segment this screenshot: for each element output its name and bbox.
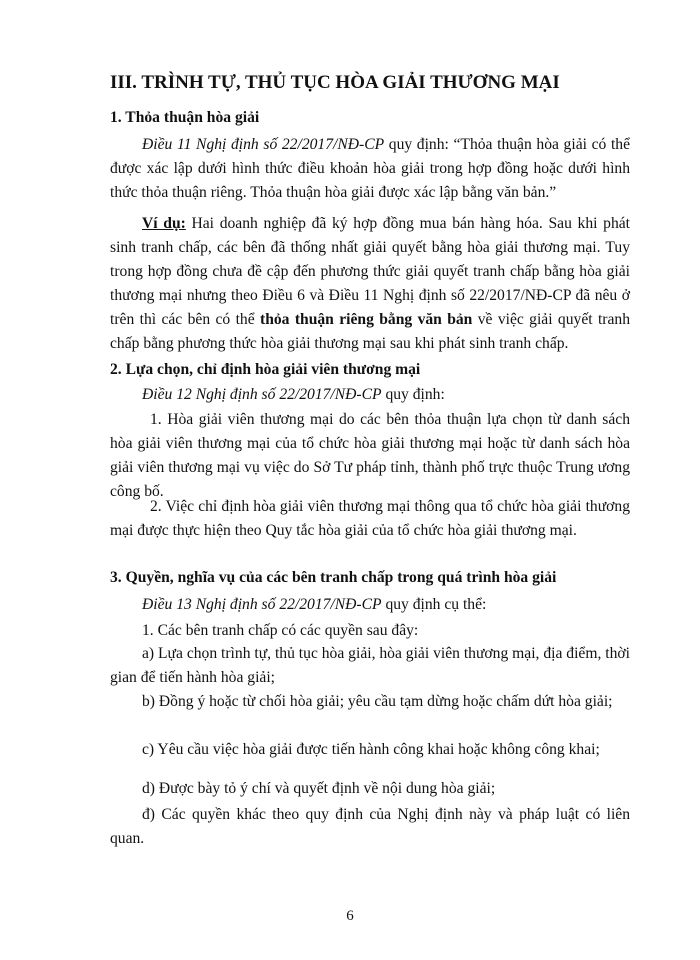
list-item-1: 1. Hòa giải viên thương mại do các bên thỏa thuận lựa chọn từ danh sách hòa giải viên thương mại của tổ chức hòa giải thương mại hoặc từ danh sách hòa giải viên thương mại vụ việc do Sở Tư pháp tỉnh, thành phố trực thuộc Trung ương công bố. [110, 411, 630, 500]
right-item-a: a) Lựa chọn trình tự, thủ tục hòa giải, hòa giải viên thương mại, địa điểm, thời gian để tiến hành hòa giải; [110, 645, 630, 686]
paragraph-article-11 [110, 133, 630, 205]
example-label: Ví dụ: [142, 215, 186, 232]
right-item-b: b) Đồng ý hoặc từ chối hòa giải; yêu cầu tạm dừng hoặc chấm dứt hòa giải; [142, 693, 613, 710]
right-item-c: c) Yêu cầu việc hòa giải được tiến hành công khai hoặc không công khai; [142, 741, 600, 758]
right-item-dd: đ) Các quyền khác theo quy định của Nghị định này và pháp luật có liên quan. [110, 806, 630, 847]
heading-mediator-selection: 2. Lựa chọn, chỉ định hòa giải viên thương mại [110, 361, 421, 378]
page-number: 6 [346, 908, 354, 924]
rights-intro: 1. Các bên tranh chấp có các quyền sau đây: [142, 622, 419, 639]
paragraph-text: về việc giải quyết tranh chấp bằng phương thức hòa giải thương mại sau khi phát sinh tranh chấp. [110, 311, 630, 352]
emphasis-text: thỏa thuận riêng bằng văn bản [260, 311, 473, 328]
legal-reference: Điều 13 Nghị định số 22/2017/NĐ-CP [142, 596, 382, 613]
section-title: III. TRÌNH TỰ, THỦ TỤC HÒA GIẢI THƯƠNG MẠI [110, 72, 560, 93]
paragraph-text: quy định: “Thỏa thuận hòa giải có thể được xác lập dưới hình thức điều khoản hòa giải trong hợp đồng hoặc dưới hình thức thỏa thuận riêng. Thỏa thuận hòa giải được xác lập bằng văn bản.” [110, 136, 631, 201]
paragraph-article-13 [110, 593, 630, 617]
heading-rights-obligations: 3. Quyền, nghĩa vụ của các bên tranh chấp trong quá trình hòa giải [110, 569, 557, 586]
paragraph-article-12 [110, 383, 630, 407]
right-item-d: d) Được bày tỏ ý chí và quyết định về nội dung hòa giải; [142, 780, 496, 797]
paragraph-text: Hai doanh nghiệp đã ký hợp đồng mua bán hàng hóa. Sau khi phát sinh tranh chấp, các bên đã thống nhất giải quyết bằng hòa giải thương mại. Tuy trong hợp đồng chưa đề cập đến phương thức giải quyết tranh chấp bằng hòa giải thương mại nhưng theo Điều 6 và Điều 11 Nghị định số 22/2017/NĐ-CP đã nêu ở trên thì các bên có thể [110, 215, 630, 328]
legal-reference: Điều 12 Nghị định số 22/2017/NĐ-CP [142, 386, 382, 403]
heading-agreement: 1. Thỏa thuận hòa giải [110, 109, 260, 126]
paragraph-text: quy định: [381, 386, 445, 403]
legal-reference: Điều 11 Nghị định số 22/2017/NĐ-CP [142, 136, 385, 153]
list-item-2: 2. Việc chỉ định hòa giải viên thương mại thông qua tổ chức hòa giải thương mại được thực hiện theo Quy tắc hòa giải của tổ chức hòa giải thương mại. [110, 498, 630, 539]
paragraph-example [110, 212, 630, 356]
paragraph-text: quy định cụ thể: [381, 596, 487, 613]
